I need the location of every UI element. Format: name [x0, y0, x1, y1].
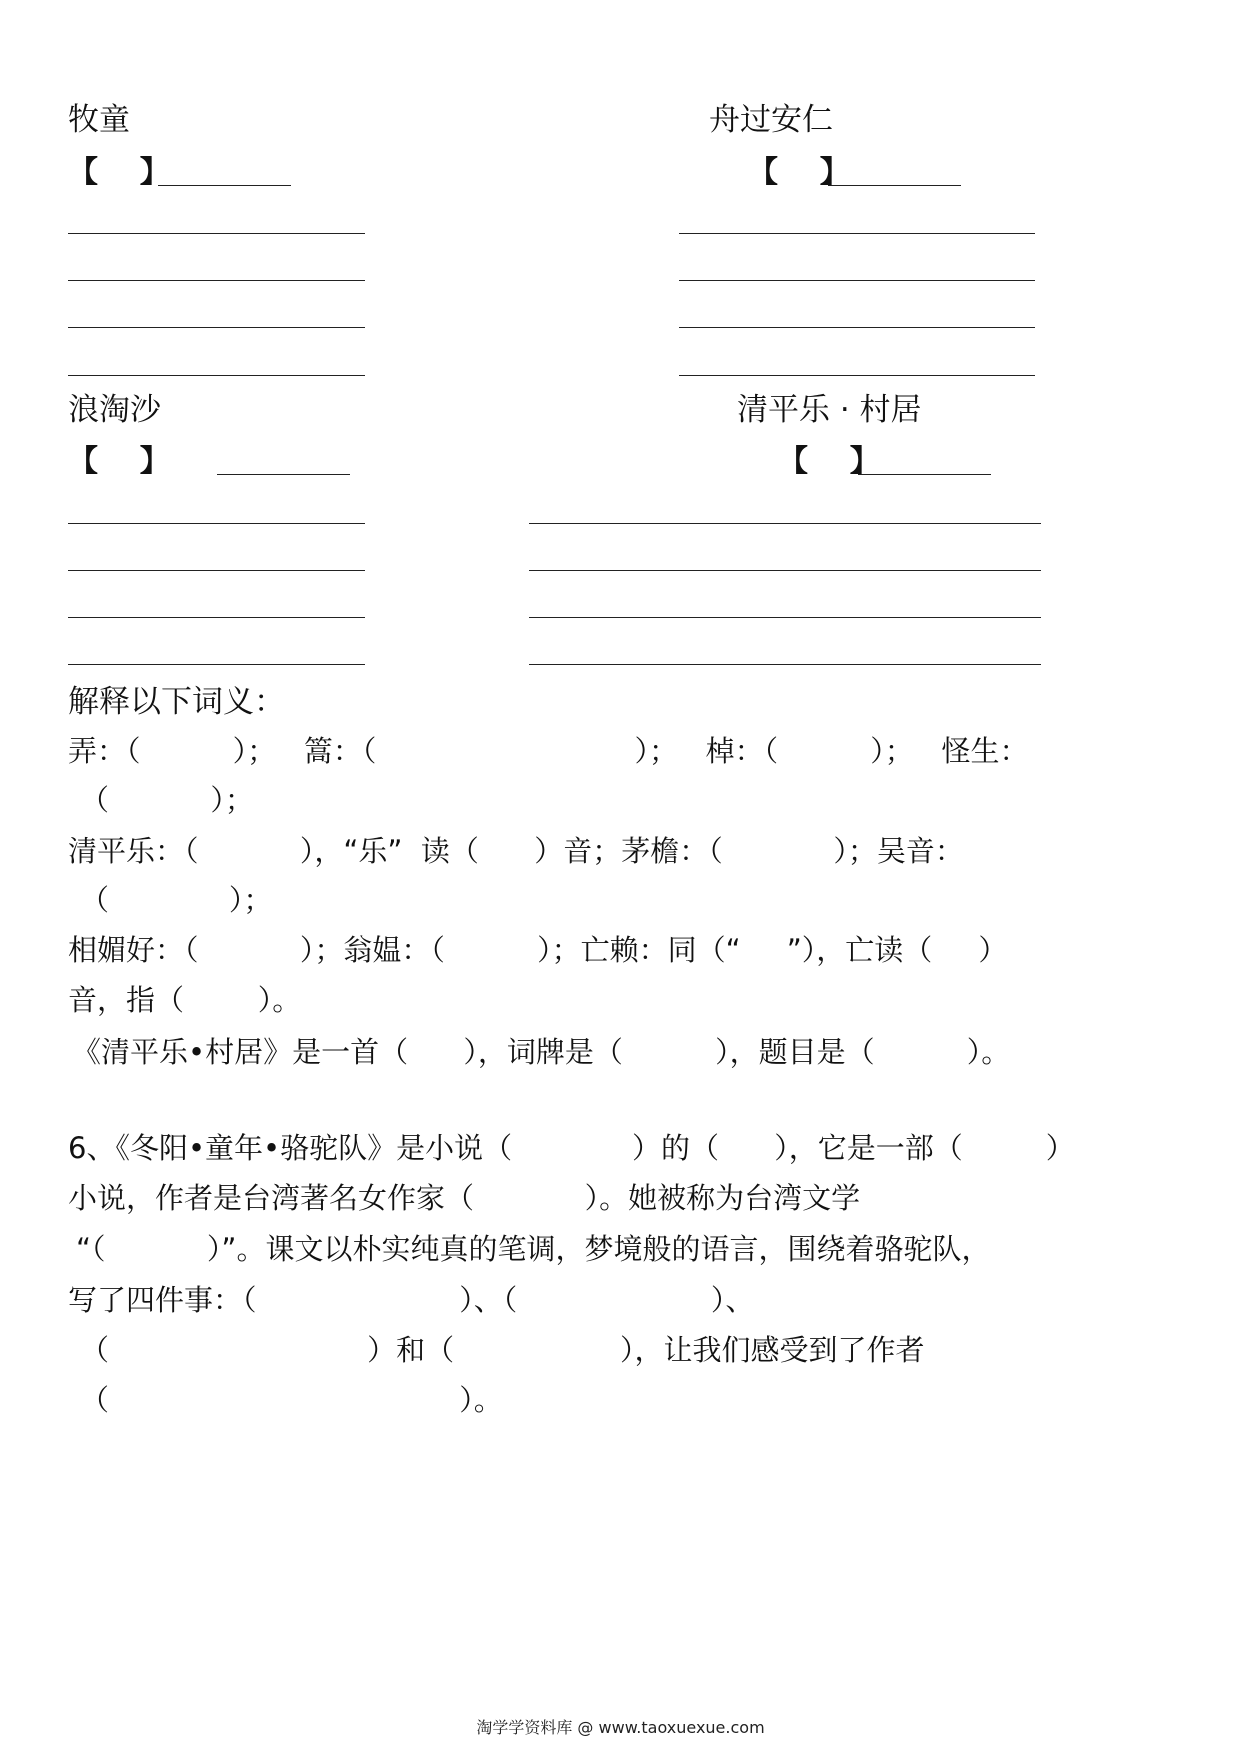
- poem-line-blank[interactable]: [529, 664, 1041, 665]
- author-dynasty-bracket: 【 】: [68, 444, 170, 479]
- poem-line-blank[interactable]: [679, 375, 1035, 376]
- poem-line-blank[interactable]: [68, 664, 365, 665]
- poem-line-blank[interactable]: [68, 233, 365, 234]
- poem-line-blank[interactable]: [68, 375, 365, 376]
- question-6-line: （ ）和（ ），让我们感受到了作者: [80, 1333, 925, 1367]
- question-6-line: “（ ）”。课文以朴实纯真的笔调，梦境般的语言，围绕着骆驼队，: [76, 1232, 991, 1266]
- poem-line-blank[interactable]: [68, 570, 365, 571]
- poem-line-blank[interactable]: [679, 233, 1035, 234]
- poem-title-qingpingle: 清平乐 · 村居: [737, 392, 922, 428]
- author-blank[interactable]: [828, 185, 961, 186]
- author-dynasty-bracket: 【 】: [748, 155, 850, 190]
- vocab-question-line: （ ）；: [80, 883, 273, 917]
- vocab-question-line: 《清平乐•村居》是一首（ ），词牌是（ ），题目是（ ）。: [72, 1035, 1011, 1069]
- vocab-heading: 解释以下词义：: [68, 684, 285, 720]
- vocab-question-line: 相媚好：（ ）；翁媪：（ ）；亡赖：同（“ ”），亡读（ ）: [68, 933, 1008, 967]
- author-dynasty-bracket: 【 】: [68, 155, 170, 190]
- author-dynasty-bracket: 【 】: [778, 444, 880, 479]
- question-6-line: 小说，作者是台湾著名女作家（ ）。她被称为台湾文学: [68, 1181, 861, 1215]
- poem-line-blank[interactable]: [68, 523, 365, 524]
- poem-line-blank[interactable]: [679, 280, 1035, 281]
- poem-line-blank[interactable]: [529, 617, 1041, 618]
- question-6-line: （ ）。: [80, 1383, 503, 1417]
- footer-watermark: 淘学学资料库 @ www.taoxuexue.com: [476, 1718, 765, 1737]
- vocab-question-line: 清平乐：（ ），“乐” 读（ ）音；茅檐：（ ）；吴音：: [68, 834, 964, 868]
- author-blank[interactable]: [858, 474, 991, 475]
- poem-title-zhouguo: 舟过安仁: [709, 102, 833, 138]
- vocab-question-line: （ ）；: [80, 783, 254, 817]
- author-blank[interactable]: [158, 185, 291, 186]
- vocab-question-line: 音，指（ ）。: [68, 983, 302, 1017]
- poem-line-blank[interactable]: [68, 617, 365, 618]
- vocab-question-line: 弄：（ ）； 篙：（ ）； 棹：（ ）； 怪生：: [68, 734, 1029, 768]
- poem-title-langtaosha: 浪淘沙: [68, 392, 161, 428]
- poem-line-blank[interactable]: [68, 280, 365, 281]
- poem-line-blank[interactable]: [529, 523, 1041, 524]
- question-6-line: 6、《冬阳•童年•骆驼队》是小说（ ）的（ ），它是一部（ ）: [68, 1131, 1075, 1165]
- author-blank[interactable]: [217, 474, 350, 475]
- poem-title-mutong: 牧童: [68, 102, 130, 138]
- question-6-line: 写了四件事：（ ）、（ ）、: [68, 1283, 755, 1317]
- poem-line-blank[interactable]: [679, 327, 1035, 328]
- poem-line-blank[interactable]: [529, 570, 1041, 571]
- poem-line-blank[interactable]: [68, 327, 365, 328]
